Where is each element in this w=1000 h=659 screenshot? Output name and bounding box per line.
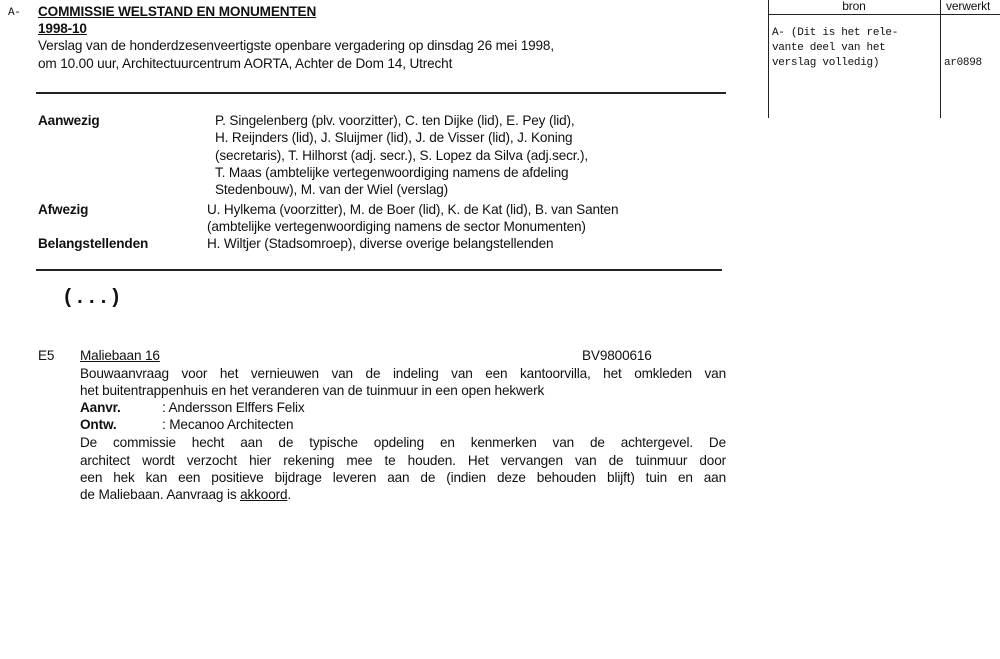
item-reference: BV9800616 [582, 348, 652, 363]
stakeholders-line: H. Wiltjer (Stadsomroep), diverse overige belangstellenden [207, 236, 554, 251]
present-line: Stedenbouw), M. van der Wiel (verslag) [215, 182, 449, 197]
table-border [940, 0, 941, 118]
applicant-label: Aanvr. [80, 400, 121, 415]
description-line: Bouwaanvraag voor het vernieuwen van de indeling van een kantoorvilla, het omkleden van [80, 366, 726, 381]
subtitle-line: om 10.00 uur, Architectuurcentrum AORTA, Achter de Dom 14, Utrecht [38, 56, 453, 71]
stakeholders-label: Belangstellenden [38, 236, 149, 251]
absent-label: Afwezig [38, 202, 89, 217]
document-title: COMMISSIE WELSTAND EN MONUMENTEN [38, 4, 317, 19]
advice-line [80, 486, 291, 503]
column-header-bron: bron [842, 0, 866, 13]
verdict: akkoord [240, 487, 288, 502]
advice-line: De commissie hecht aan de typische opdeling en kenmerken van de achtergevel. De [80, 435, 726, 450]
description-line: het buitentrappenhuis en het veranderen van de tuinmuur in een open hekwerk [80, 383, 545, 398]
margin-mark: A- [8, 7, 21, 19]
present-line: H. Reijnders (lid), J. Sluijmer (lid), J. de Visser (lid), J. Koning [215, 130, 573, 145]
absent-line: U. Hylkema (voorzitter), M. de Boer (lid), K. de Kat (lid), B. van Santen [207, 202, 619, 217]
document-number: 1998-10 [38, 21, 87, 36]
applicant: : Andersson Elffers Felix [162, 400, 305, 415]
divider [36, 269, 722, 271]
item-code: E5 [38, 348, 55, 363]
bron-line: A- (Dit is het rele- [772, 27, 899, 39]
present-line: P. Singelenberg (plv. voorzitter), C. ten Dijke (lid), E. Pey (lid), [215, 113, 575, 128]
present-line: (secretaris), T. Hilhorst (adj. secr.), S. Lopez da Silva (adj.secr.), [215, 148, 589, 163]
designer-label: Ontw. [80, 417, 117, 432]
bron-line: vante deel van het [772, 42, 886, 54]
present-label: Aanwezig [38, 113, 100, 128]
advice-line: een hek kan een positieve bijdrage leveren aan de (indien deze behouden blijft) tuin en aan [80, 470, 726, 485]
advice-line: architect wordt verzocht hier rekening mee te houden. Het vervangen van de tuinmuur door [80, 453, 726, 468]
verwerkt-value: ar0898 [944, 57, 982, 69]
advice-end: . [287, 487, 292, 502]
divider [36, 92, 726, 94]
item-address: Maliebaan 16 [80, 348, 160, 363]
designer: : Mecanoo Architecten [162, 417, 294, 432]
bron-line: verslag volledig) [772, 57, 880, 69]
advice-text: de Maliebaan. Aanvraag is [80, 487, 241, 502]
table-border [768, 0, 769, 118]
column-header-verwerkt: verwerkt [946, 0, 991, 13]
absent-line: (ambtelijke vertegenwoordiging namens de sector Monumenten) [207, 219, 586, 234]
ellipsis: (...) [62, 287, 122, 310]
subtitle-line: Verslag van de honderdzesenveertigste openbare vergadering op dinsdag 26 mei 1998, [38, 38, 554, 53]
present-line: T. Maas (ambtelijke vertegenwoordiging namens de afdeling [215, 165, 569, 180]
